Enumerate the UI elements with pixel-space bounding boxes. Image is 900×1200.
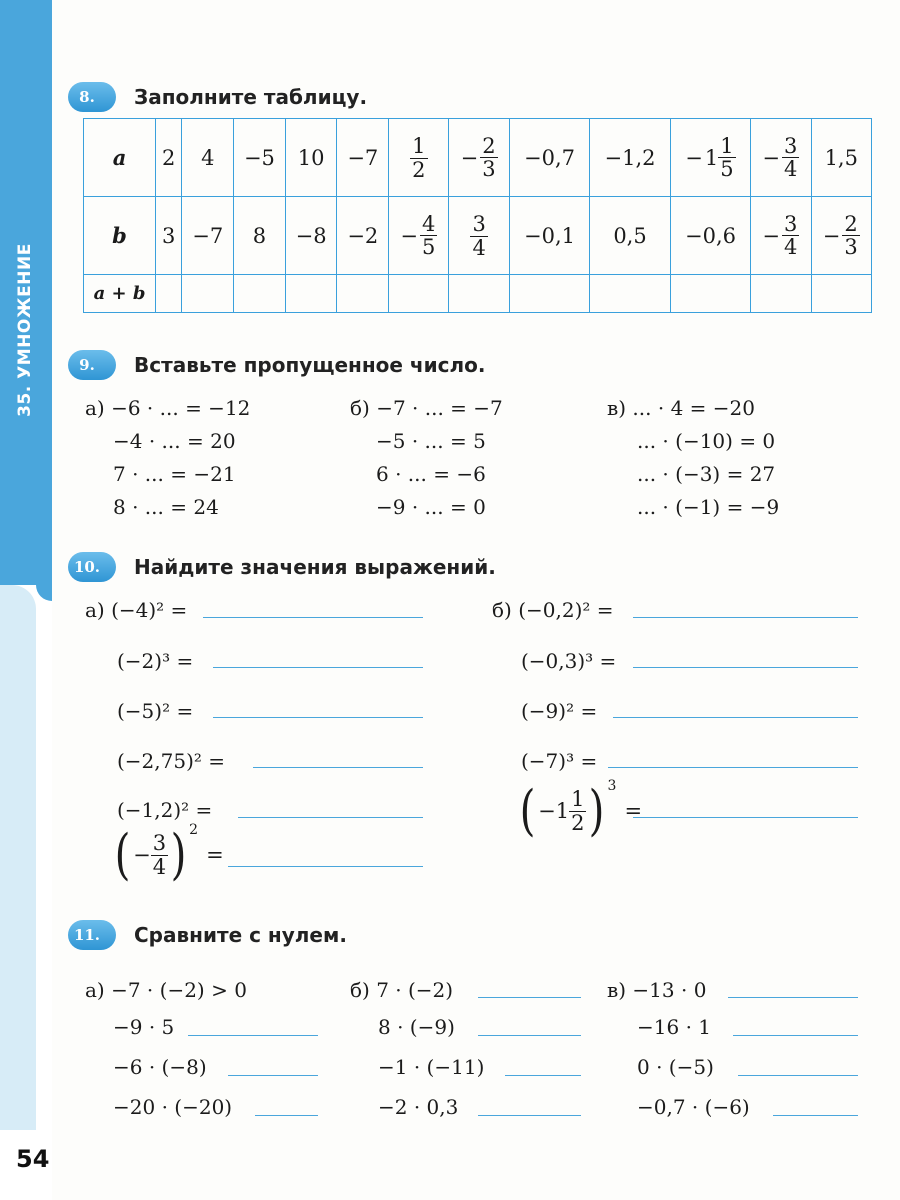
answer-cell[interactable] bbox=[182, 275, 234, 313]
answer-line[interactable] bbox=[633, 667, 858, 668]
fraction: $\frac{3}{4}$ bbox=[152, 831, 167, 879]
answer-line[interactable] bbox=[203, 617, 423, 618]
answer-line[interactable] bbox=[228, 866, 423, 867]
answer-line[interactable] bbox=[478, 1035, 581, 1036]
expression: (−2)³ = bbox=[117, 649, 194, 673]
answer-cell[interactable] bbox=[234, 275, 286, 313]
task-11-header bbox=[68, 920, 347, 950]
table-row-b bbox=[84, 197, 872, 275]
expression: а) −6 · ... = −12 bbox=[85, 396, 251, 420]
answer-line[interactable] bbox=[728, 997, 858, 998]
task-title: Найдите значения выражений. bbox=[134, 555, 496, 579]
expression: −16 · 1 bbox=[637, 1015, 712, 1039]
expression: 7 · ... = −21 bbox=[113, 462, 236, 486]
expression: в) ... · 4 = −20 bbox=[607, 396, 755, 420]
answer-line[interactable] bbox=[738, 1075, 858, 1076]
expression: −2 · 0,3 bbox=[378, 1095, 459, 1119]
cell-a-8: −0,7 bbox=[509, 119, 589, 197]
answer-line[interactable] bbox=[773, 1115, 858, 1116]
task-title: Заполните таблицу. bbox=[134, 85, 368, 109]
answer-line[interactable] bbox=[733, 1035, 858, 1036]
cell-a-4: 10 bbox=[285, 119, 337, 197]
expression: −9 · ... = 0 bbox=[376, 495, 486, 519]
cell-b-10: −0,6 bbox=[670, 197, 750, 275]
answer-line[interactable] bbox=[633, 617, 858, 618]
sidebar-pale-band bbox=[0, 585, 36, 1130]
cell-a-1: 2 bbox=[156, 119, 182, 197]
mixed-fraction-power-expression: ( − 1 $\frac{1}{2}$ ) 3 = bbox=[519, 778, 643, 842]
expression: в) −13 · 0 bbox=[607, 978, 707, 1002]
cell-a-10: − 1 $\frac{1}{5}$ bbox=[670, 119, 750, 197]
expression: −6 · (−8) bbox=[113, 1055, 207, 1079]
answer-line[interactable] bbox=[478, 997, 581, 998]
section-label: 35. УМНОЖЕНИЕ bbox=[15, 243, 36, 417]
expression: −9 · 5 bbox=[113, 1015, 175, 1039]
answer-line[interactable] bbox=[188, 1035, 318, 1036]
expression: (−1,2)² = bbox=[117, 798, 213, 822]
fraction-power-expression: ( − $\frac{3}{4}$ ) 2 = bbox=[114, 822, 224, 886]
answer-cell[interactable] bbox=[337, 275, 389, 313]
task-9-header bbox=[68, 350, 486, 380]
expression: −5 · ... = 5 bbox=[376, 429, 486, 453]
expression: −4 · ... = 20 bbox=[113, 429, 236, 453]
expression: 6 · ... = −6 bbox=[376, 462, 486, 486]
table-row-a bbox=[84, 119, 872, 197]
expression: −1 · (−11) bbox=[378, 1055, 485, 1079]
answer-line[interactable] bbox=[633, 817, 858, 818]
answer-cell[interactable] bbox=[509, 275, 589, 313]
cell-b-8: −0,1 bbox=[509, 197, 589, 275]
cell-b-12: − $\frac{2}{3}$ bbox=[811, 197, 871, 275]
answer-line[interactable] bbox=[238, 817, 423, 818]
expression: а) (−4)² = bbox=[85, 598, 188, 622]
expression: ... · (−10) = 0 bbox=[637, 429, 776, 453]
answer-line[interactable] bbox=[608, 767, 858, 768]
fill-table bbox=[83, 118, 872, 313]
task-title: Вставьте пропущенное число. bbox=[134, 353, 486, 377]
expression: ... · (−1) = −9 bbox=[637, 495, 780, 519]
expression: (−5)² = bbox=[117, 699, 194, 723]
cell-b-2: −7 bbox=[182, 197, 234, 275]
cell-b-5: −2 bbox=[337, 197, 389, 275]
task-title: Сравните с нулем. bbox=[134, 923, 347, 947]
expression: ... · (−3) = 27 bbox=[637, 462, 776, 486]
answer-line[interactable] bbox=[255, 1115, 318, 1116]
expression: б) 7 · (−2) bbox=[350, 978, 454, 1002]
task-10-header bbox=[68, 552, 496, 582]
task-8-header bbox=[68, 82, 367, 112]
answer-line[interactable] bbox=[228, 1075, 318, 1076]
expression: 8 · (−9) bbox=[378, 1015, 455, 1039]
cell-a-2: 4 bbox=[182, 119, 234, 197]
cell-a-7: − $\frac{2}{3}$ bbox=[449, 119, 509, 197]
answer-cell[interactable] bbox=[285, 275, 337, 313]
answer-cell[interactable] bbox=[670, 275, 750, 313]
fraction: $\frac{1}{2}$ bbox=[571, 787, 585, 835]
cell-a-6: $\frac{1}{2}$ bbox=[389, 119, 449, 197]
task-number-badge: 8. bbox=[68, 82, 116, 112]
table-row-sum bbox=[84, 275, 872, 313]
expression: а) −7 · (−2) > 0 bbox=[85, 978, 247, 1002]
expression: (−7)³ = bbox=[521, 749, 598, 773]
row-label-b: b bbox=[84, 197, 156, 275]
answer-cell[interactable] bbox=[751, 275, 811, 313]
cell-b-6: − $\frac{4}{5}$ bbox=[389, 197, 449, 275]
answer-cell[interactable] bbox=[156, 275, 182, 313]
answer-cell[interactable] bbox=[590, 275, 670, 313]
answer-line[interactable] bbox=[213, 717, 423, 718]
answer-line[interactable] bbox=[478, 1115, 581, 1116]
expression: (−2,75)² = bbox=[117, 749, 226, 773]
page-number: 54 bbox=[16, 1145, 50, 1173]
sidebar bbox=[0, 0, 52, 1200]
cell-a-11: − $\frac{3}{4}$ bbox=[751, 119, 811, 197]
cell-b-3: 8 bbox=[234, 197, 286, 275]
task-number-badge: 9. bbox=[68, 350, 116, 380]
expression: (−0,3)³ = bbox=[521, 649, 617, 673]
answer-line[interactable] bbox=[213, 667, 423, 668]
cell-b-11: − $\frac{3}{4}$ bbox=[751, 197, 811, 275]
task-number-badge: 10. bbox=[68, 552, 116, 582]
answer-cell[interactable] bbox=[811, 275, 871, 313]
cell-b-1: 3 bbox=[156, 197, 182, 275]
answer-line[interactable] bbox=[613, 717, 858, 718]
row-label-sum: a + b bbox=[84, 275, 156, 313]
expression: б) (−0,2)² = bbox=[492, 598, 614, 622]
task-number-badge: 11. bbox=[68, 920, 116, 950]
cell-a-9: −1,2 bbox=[590, 119, 670, 197]
expression: −20 · (−20) bbox=[113, 1095, 233, 1119]
expression: 8 · ... = 24 bbox=[113, 495, 219, 519]
expression: −0,7 · (−6) bbox=[637, 1095, 750, 1119]
answer-cell[interactable] bbox=[449, 275, 509, 313]
answer-line[interactable] bbox=[505, 1075, 581, 1076]
expression: 0 · (−5) bbox=[637, 1055, 714, 1079]
cell-a-5: −7 bbox=[337, 119, 389, 197]
answer-line[interactable] bbox=[253, 767, 423, 768]
cell-b-4: −8 bbox=[285, 197, 337, 275]
answer-cell[interactable] bbox=[389, 275, 449, 313]
row-label-a: a bbox=[84, 119, 156, 197]
expression: б) −7 · ... = −7 bbox=[350, 396, 503, 420]
expression: (−9)² = bbox=[521, 699, 598, 723]
cell-b-9: 0,5 bbox=[590, 197, 670, 275]
cell-b-7: $\frac{3}{4}$ bbox=[449, 197, 509, 275]
cell-a-12: 1,5 bbox=[811, 119, 871, 197]
cell-a-3: −5 bbox=[234, 119, 286, 197]
